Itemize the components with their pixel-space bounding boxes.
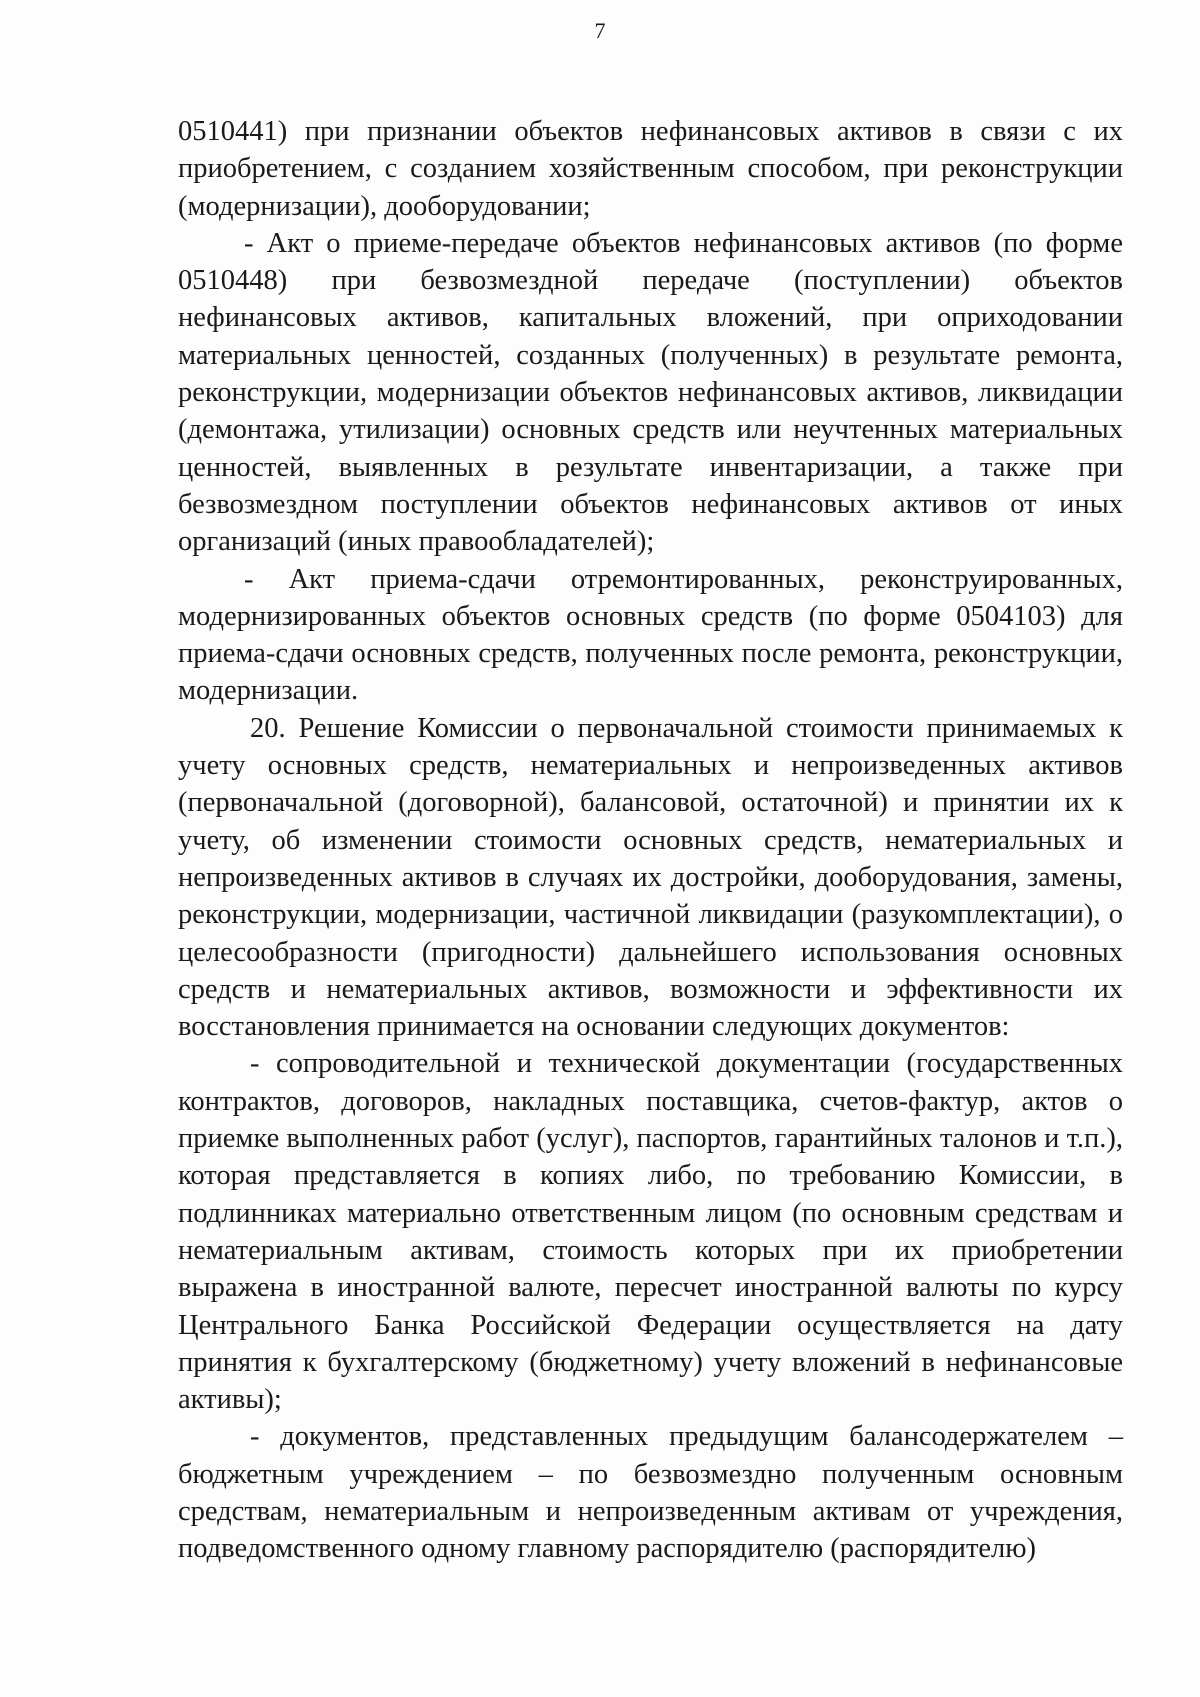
document-body bbox=[178, 113, 1123, 1568]
paragraph-accompanying-documentation: - сопроводительной и технической документации (государственных контрактов, договоров, накладных поставщика, счетов-фактур, актов о приемке выполненных работ (услуг), паспортов, гарантийных талонов и т.п.), которая представляется в копиях либо, по требованию Комиссии, в подлинниках материально ответственным лицом (по основным средствам и нематериальным активам, стоимость которых при их приобретении выражена в иностранной валюте, пересчет иностранной валюты по курсу Центрального Банка Российской Федерации осуществляется на дату принятия к бухгалтерскому (бюджетному) учету вложений в нефинансовые активы); bbox=[178, 1048, 1123, 1416]
page-number: 7 bbox=[594, 18, 606, 43]
paragraph-act-0510448: - Акт о приеме-передаче объектов нефинансовых активов (по форме 0510448) при безвозмездной передаче (поступлении) объектов нефинансовых активов, капитальных вложений, при оприходовании материальных ценностей, созданных (полученных) в результате ремонта, реконструкции, модернизации объектов нефинансовых активов, ликвидации (демонтажа, утилизации) основных средств или неучтенных материальных ценностей, выявленных в результате инвентаризации, а также при безвозмездном поступлении объектов нефинансовых активов от иных организаций (иных правообладателей); bbox=[178, 227, 1123, 558]
paragraph-form-0510441-continuation: 0510441) при признании объектов нефинансовых активов в связи с их приобретением, с созданием хозяйственным способом, при реконструкции (модернизации), дооборудовании; bbox=[178, 116, 1123, 222]
paragraph-act-0504103: - Акт приема-сдачи отремонтированных, реконструированных, модернизированных объектов основных средств (по форме 0504103) для приема-сдачи основных средств, полученных после ремонта, реконструкции, модернизации. bbox=[178, 563, 1123, 707]
paragraph-previous-holder-documents: - документов, представленных предыдущим балансодержателем – бюджетным учреждением – по безвозмездно полученным основным средствам, нематериальным и непроизведенным активам от учреждения, подведомственного одному главному распорядителю (распорядителю) bbox=[178, 1421, 1123, 1565]
paragraph-item-20: 20. Решение Комиссии о первоначальной стоимости принимаемых к учету основных средств, нематериальных и непроизведенных активов (первоначальной (договорной), балансовой, остаточной) и принятии их к учету, об изменении стоимости основных средств, нематериальных и непроизведенных активов в случаях их достройки, дооборудования, замены, реконструкции, модернизации, частичной ликвидации (разукомплектации), о целесообразности (пригодности) дальнейшего использования основных средств и нематериальных активов, возможности и эффективности их восстановления принимается на основании следующих документов: bbox=[178, 712, 1123, 1043]
